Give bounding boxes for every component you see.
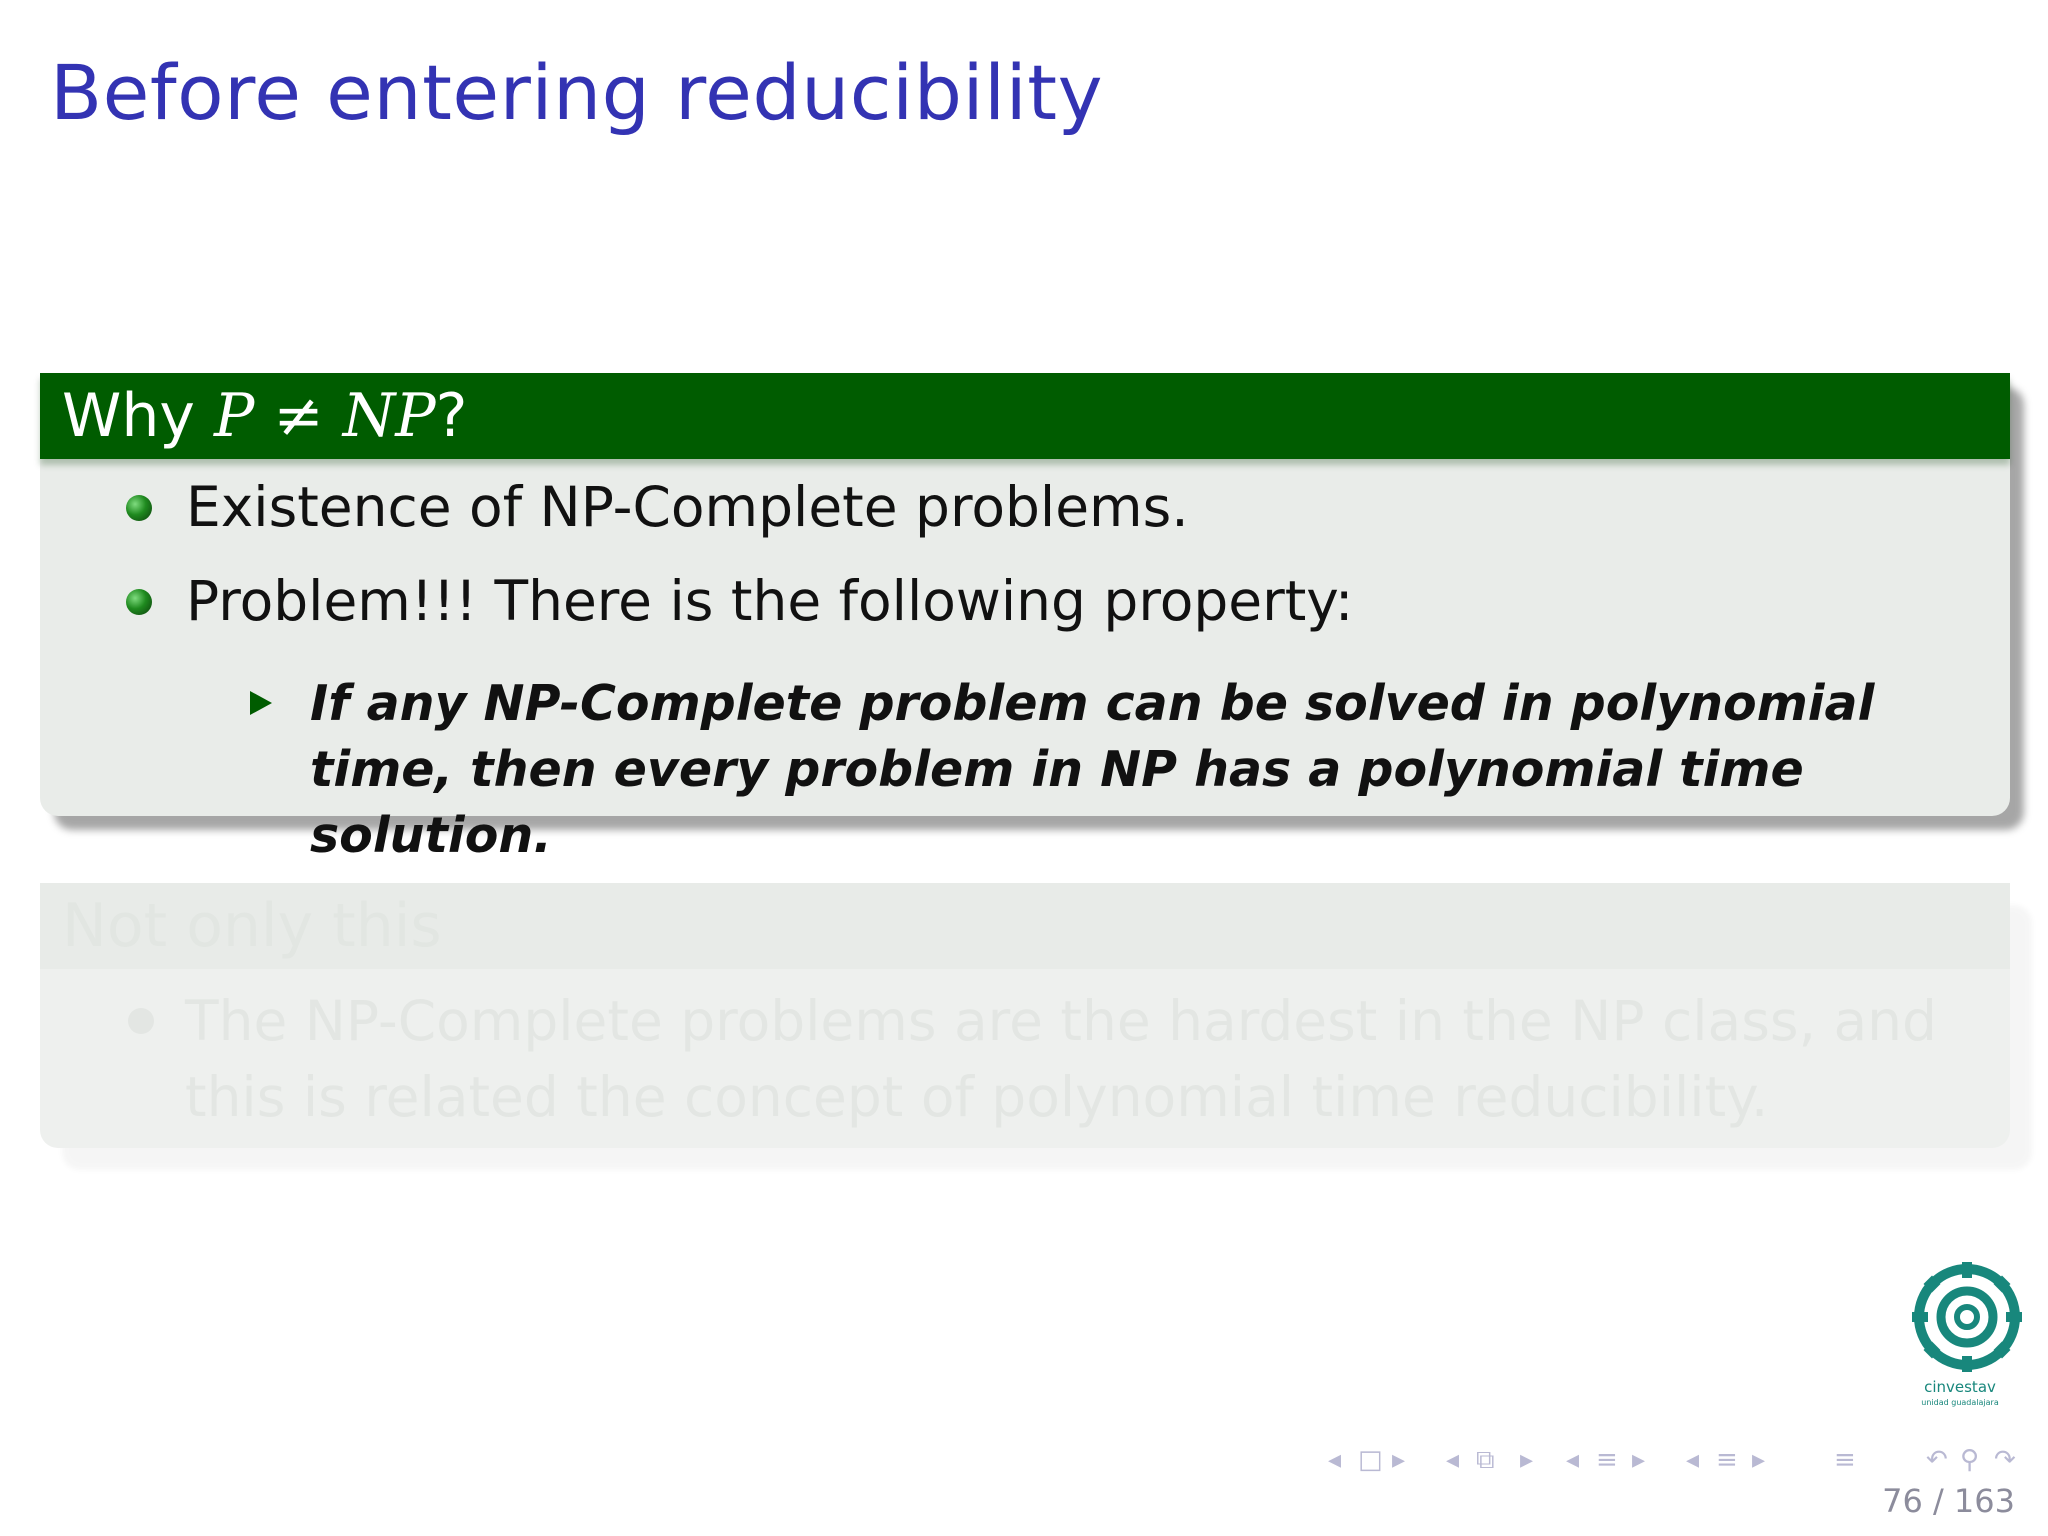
why-p-neq-np-block — [40, 373, 2010, 864]
sub-bullet-triangle-icon — [250, 691, 272, 715]
page-number: 76 / 163 — [1882, 1482, 2015, 1520]
nav-next-section-arrow-icon[interactable]: ▸ — [1632, 1445, 1646, 1475]
nav-appendix-icon[interactable]: ≡ — [1834, 1445, 1856, 1475]
nav-next-subsection-arrow-icon[interactable]: ▸ — [1520, 1445, 1534, 1475]
bullet-ball-icon — [126, 495, 152, 521]
nav-prev-section-arrow-icon[interactable]: ◂ — [1566, 1445, 1580, 1475]
nav-section-icon[interactable]: ≡ — [1596, 1445, 1618, 1475]
nav-subsection-icon[interactable]: ⧉ — [1476, 1445, 1495, 1475]
nav-prev-subsection-arrow-icon[interactable]: ◂ — [1446, 1445, 1460, 1475]
nav-frame-icon[interactable]: □ — [1358, 1445, 1383, 1475]
nav-forward-icon[interactable]: ↷ — [1994, 1445, 2016, 1475]
faded-block-text: The NP-Complete problems are the hardest in the NP class, and this is related the concept of polynomial time reducibility. — [185, 989, 1937, 1129]
nav-prev-document-arrow-icon[interactable]: ◂ — [1686, 1445, 1700, 1475]
nav-next-frame-arrow-icon[interactable]: ▸ — [1392, 1445, 1406, 1475]
bullet-item-2: Problem!!! There is the following property: — [186, 569, 1354, 633]
slide-title: Before entering reducibility — [50, 48, 1104, 137]
block-title-math: P ≠ NP — [213, 381, 436, 451]
faded-bullet-icon — [128, 1008, 154, 1034]
sub-bullet-item: If any NP-Complete problem can be solved in polynomial time, then every problem in NP has a polynomial time solution. — [310, 675, 1875, 864]
nav-document-icon[interactable]: ≡ — [1716, 1445, 1738, 1475]
bullet-ball-icon — [126, 589, 152, 615]
nav-prev-frame-arrow-icon[interactable]: ◂ — [1328, 1445, 1342, 1475]
nav-search-icon[interactable]: ⚲ — [1960, 1445, 1980, 1475]
logo-name: cinvestav — [1924, 1378, 1996, 1396]
block-title-word: Why — [62, 381, 195, 451]
block-title-end: ? — [435, 381, 468, 451]
nav-next-document-arrow-icon[interactable]: ▸ — [1752, 1445, 1766, 1475]
bullet-item-1: Existence of NP-Complete problems. — [186, 475, 1189, 539]
faded-block-title: Not only this — [40, 883, 2010, 969]
not-only-this-block — [40, 883, 2010, 1148]
beamer-navigation-bar — [1320, 1442, 2040, 1478]
logo-subtitle: unidad guadalajara — [1921, 1398, 1999, 1407]
block-title — [40, 373, 2010, 459]
nav-back-icon[interactable]: ↶ — [1926, 1445, 1948, 1475]
